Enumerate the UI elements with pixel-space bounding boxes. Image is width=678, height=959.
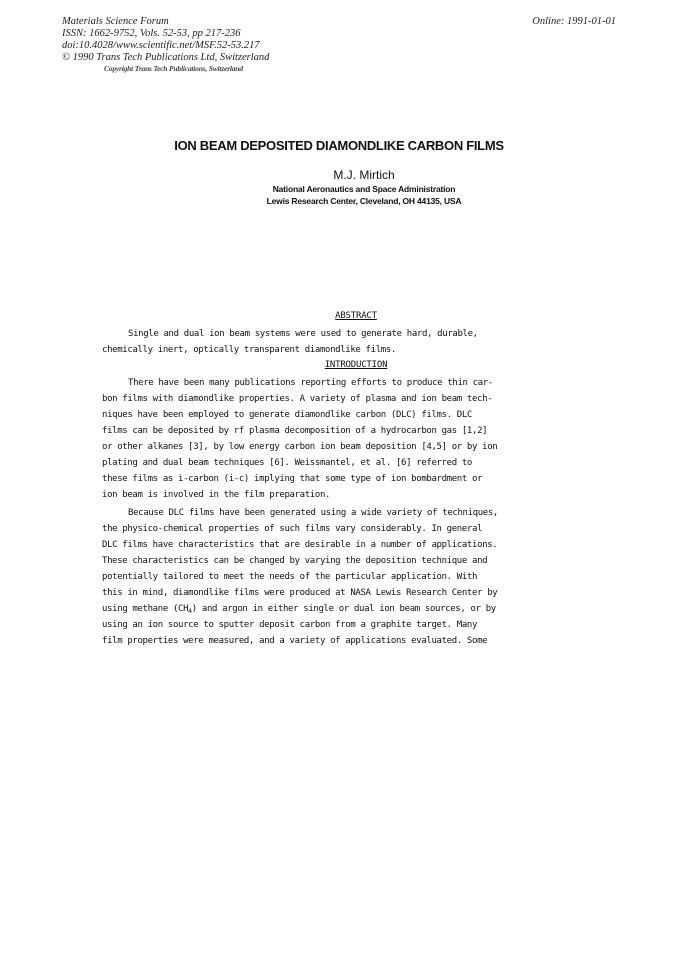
publication-metadata [62,16,269,64]
text-line: the physico-chemical properties of such films vary considerably. In general [102,524,483,534]
abstract-line: Single and dual ion beam systems were used to generate hard, durable, [128,329,478,339]
introduction-paragraph-2 [102,505,542,649]
text-line: niques have been employed to generate diamondlike carbon (DLC) films. DLC [102,410,472,420]
abstract-line: chemically inert, optically transparent diamondlike films. [102,345,396,355]
affiliation-line-2: Lewis Research Center, Cleveland, OH 44135, USA [266,196,462,206]
text-line: ion beam is involved in the film preparation. [102,490,331,500]
text-line: or other alkanes [3], by low energy carbon ion beam deposition [4,5] or by ion [102,442,498,452]
online-date: Online: 1991-01-01 [532,16,616,27]
text-line: There have been many publications reporting efforts to produce thin car- [128,378,493,388]
text-line: bon films with diamondlike properties. A variety of plasma and ion beam tech- [102,394,493,404]
copyright-line: © 1990 Trans Tech Publications Ltd, Switzerland [62,52,270,63]
text-line: Because DLC films have been generated using a wide variety of techniques, [128,508,498,518]
doi-line: doi:10.4028/www.scientific.net/MSF.52-53.217 [62,40,260,51]
text-line: this in mind, diamondlike films were produced at NASA Lewis Research Center by [102,588,498,598]
text-line: DLC films have characteristics that are desirable in a number of applications. [102,540,498,550]
text-line: films can be deposited by rf plasma decomposition of a hydrocarbon gas [1,2] [102,426,488,436]
paper-author: M.J. Mirtich [333,168,395,182]
text-line: plating and dual beam techniques [6]. Weissmantel, et al. [6] referred to [102,458,472,468]
methane-subscript: 4 [188,607,192,615]
text-line: potentially tailored to meet the needs of the particular application. With [102,572,478,582]
text-line: film properties were measured, and a variety of applications evaluated. Some [102,636,488,646]
affiliation-line-1: National Aeronautics and Space Administration [272,184,456,194]
journal-name: Materials Science Forum [62,16,169,27]
text-line: These characteristics can be changed by varying the deposition technique and [102,556,488,566]
text-line: these films as i-carbon (i-c) implying that some type of ion bombardment or [102,474,483,484]
issn-line: ISSN: 1662-9752, Vols. 52-53, pp 217-236 [62,28,241,39]
abstract-heading: ABSTRACT [335,311,377,321]
paper-title: ION BEAM DEPOSITED DIAMONDLIKE CARBON FILMS [174,138,504,153]
introduction-paragraph-1 [102,375,542,503]
text-line-methane: using methane $(CH_4)$ and argon in either single or dual ion beam sources, or by [102,604,496,615]
scanned-copyright-stamp: Copyright Trans Tech Publications, Switzerland [104,64,243,73]
text-line: using an ion source to sputter deposit carbon from a graphite target. Many [102,620,478,630]
introduction-heading: INTRODUCTION [324,360,388,370]
abstract-body [102,326,542,358]
